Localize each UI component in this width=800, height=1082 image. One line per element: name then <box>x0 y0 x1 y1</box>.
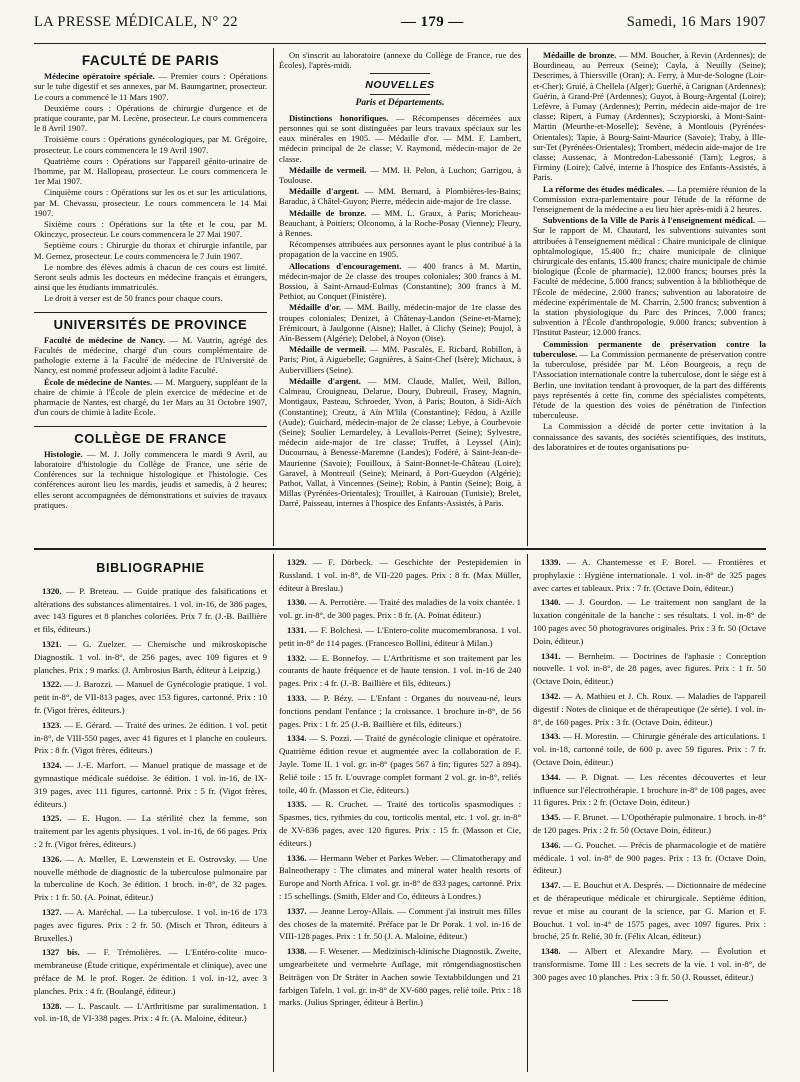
paragraph-lead: 1327 bis. <box>42 947 80 958</box>
faculte-body <box>34 71 267 303</box>
section-title-college: COLLÈGE DE FRANCE <box>34 426 267 444</box>
bibliography-entry: 1335. — R. Cruchet. — Traité des torticolis spasmodiques : Spasmes, tics, rythmies du cou, torticolis mental, etc. 1 vol. gr. in-8° de XV-836 pages, avec 120 figures. Prix : 15 fr. (Masson et Cie, éditeurs.) <box>279 799 521 848</box>
paragraph-lead: 1334. <box>287 733 307 744</box>
paragraph: Médaille de vermeil. — MM. H. Pelon, à Luchon; Garrigou, à Toulouse. <box>279 164 521 186</box>
paragraph-lead: Médaille d'argent. <box>289 186 360 197</box>
paragraph-lead: 1325. <box>42 813 62 824</box>
paragraph: Le nombre des élèves admis à chacun de ces cours est limité. Seront seuls admis les docteurs en médecine français et étrangers, ainsi que les étudiants immatriculés. <box>34 261 267 293</box>
bibliography-entry: 1330. — A. Perrotière. — Traité des maladies de la voix chantée. 1 vol. gr. in-8°, de 300 pages. Prix : 8 fr. (A. Poinat éditeur.) <box>279 597 521 621</box>
paragraph-lead: 1323. <box>42 719 62 730</box>
paragraph: Médaille d'or. — MM. Bailly, médecin-major de 1re classe des troupes coloniales; Denizet, à Châtenay-Landon (Seine-et-Marne); Frémicourt, à Jaulgonne (Aisne); Hallet, à Clichy (Seine); Poujol, à Aïn-Bessem (Algérie); Delobel, à Noyon (Oise). <box>279 302 521 344</box>
paragraph-lead: 1322. <box>42 679 62 690</box>
paragraph-lead: 1332. <box>287 652 307 663</box>
paragraph: Médaille de vermeil. — MM. Pascalès, E. Ricbard, Robillon, à Paris; Piot, à Aiguebelle; Gagnières, à Saint-Chef (Isère); Michaux, à Aubervilliers (Seine). <box>279 344 521 375</box>
paragraph-lead: Histologie. <box>44 448 83 459</box>
short-rule <box>370 94 430 95</box>
paragraph-lead: Distinctions honorifiques. <box>289 112 389 123</box>
column-rule <box>527 48 528 546</box>
paragraph-lead: 1333. <box>287 692 307 703</box>
paragraph-lead: 1343. <box>541 731 561 742</box>
section-subtitle: Paris et Départements. <box>355 97 445 108</box>
paragraph-lead: 1346. <box>541 839 561 850</box>
paragraph: Septième cours : Chirurgie du thorax et chirurgie infantile, par M. Gernez, prosecteur. Le cours commencera le 7 Juin 1907. <box>34 240 267 261</box>
bibliography-entry: 1327. — A. Maréchal. — La tuberculose. 1 vol. in-16 de 173 pages avec figures. Prix : 2 fr. 50. (Misch et Thron, éditeurs à Bruxelles.) <box>34 906 267 943</box>
bibliography-entry: 1320. — P. Breteau. — Guide pratique des falsifications et altérations des substances alimentaires. 1 vol. in-16, de 386 pages, avec 143 figures et 8 planches coloriées. Prix 7 fr. (J.-B. Baillière et fils, éditeurs.) <box>34 585 267 635</box>
paragraph: Subventions de la Ville de Paris à l'enseignement médical. — Sur le rapport de M. Chautard, les subventions suivantes sont attribuées à l'enseignement médical : Chaire municipale de clinique ophtalmologique, 15.400 fr.; chaire municipale de clinique chirurgicale des enfants, 15.400 francs; chaire municipale de chimie biologique (École de pharmacie), 12.000 francs; bourses près la Faculté de médecine, 5.000 francs; subvention à la bibliothèque de l'École de médecine, 2.000 francs; subvention au laboratoire de médecine expérimentale de M. Charrin, 2.500 francs; subvention à la station physiologique du Parc des Princes, 7.000 francs; subvention à l'École d'anthropologie, 9.000 francs; subvention à l'Institut Pasteur, 12.000 francs. <box>533 215 766 338</box>
bibliography-entry: 1323. — E. Gérard. — Traité des urines. 2e édition. 1 vol. petit in-8°, de VIII-550 pages, avec 41 figures et 1 planche en couleurs. Prix : 8 fr. (Vigot frères, éditeurs.) <box>34 719 267 756</box>
paragraph-lead: 1326. <box>42 853 62 864</box>
bibliography-column-1 <box>34 554 267 1074</box>
paragraph-lead: École de médecine de Nantes. <box>44 376 153 387</box>
bibliography-entry: 1342. — A. Mathieu et J. Ch. Roux. — Maladies de l'appareil digestif : Notes de clinique et de thérapeutique (2e série). 1 vol. in-8°, de 160 pages. Prix : 3 fr. (Octave Doin, éditeur.) <box>533 690 766 727</box>
top-column-1 <box>34 52 267 546</box>
bibliography-entry: 1346. — G. Pouchet. — Précis de pharmacologie et de matière médicale. 1 vol. in-8° de 900 pages. Prix : 13 fr. (Octave Doin, éditeur.) <box>533 839 766 876</box>
bibliography-entry: 1343. — H. Morestin. — Chirurgie générale des articulations. 1 vol. in-18, cartonné toile, de 600 p. avec 59 figures. Prix : 7 fr. (Octave Doin, éditeur.) <box>533 731 766 767</box>
bibliography-entry: 1331. — F. Bolchesi. — L'Entero-colite mucomembranosa. 1 vol. petit in-8° de 114 pages. (Francesco Bollini, éditeur à Milan.) <box>279 624 521 648</box>
paragraph-lead: 1337. <box>287 905 307 916</box>
paragraph: Le droit à verser est de 50 francs pour chaque cours. <box>44 293 223 304</box>
bibliography-entry: 1326. — A. Mœller, E. Lœwenstein et E. Ostrovsky. — Une nouvelle méthode de diagnostic de la tuberculose pulmonaire par la tuberculine de Koch. 3e édition. 1 broch. in-8°, de 32 pages. Prix : 1 fr. 50. (A. Poinat, éditeur.) <box>34 853 267 903</box>
paragraph: Faculté de médecine de Nancy. — M. Vautrin, agrégé des Facultés de médecine, chargé d'un cours complémentaire de pathologie externe à la Faculté de médecine de l'Université de Nancy, est nommé professeur adjoint à ladite Faculté. <box>34 334 267 376</box>
bibliography-entry: 1321. — G. Zuelzer. — Chemische und mikroskopische Diagnostik. 1 vol. in-8°, de 256 pages, avec 109 figures et 9 planches. Prix : 9 marks. (J. Ambrosius Barth, éditeur à Leipzig.) <box>34 638 267 675</box>
paragraph-lead: Médecine opératoire spéciale. <box>44 71 155 82</box>
bibliography-entry: 1338. — F. Wesener. — Medizinisch-klinische Diagnostik. Zweite, umgearbeitete und vermehrte Auflage, mit röntgendiagnostischen Beiträgen von Dr Sträter in Aachen sowie Textabbildungen und 21 farbigen Tafeln. 1 vol. gr. in-8° de XV-680 pages, relié toile. Prix : 18 marks. (Julius Springer, éditeur à Berlin.) <box>279 946 521 1008</box>
paragraph: Cinquième cours : Opérations sur les os et sur les articulations, par M. Chevassu, prosecteur. Le cours commencera le 14 Mai 1907. <box>34 187 267 218</box>
paragraph: Histologie. — M. J. Jolly commencera le mardi 9 Avril, au laboratoire d'histologie du Collège de France, une série de Conférences sur la technique histologique et l'histologie. Ces conférences auront lieu les mardis, jeudis et samedis, à 2 heures; elles seront accompagnées de démonstrations et suivies de travaux pratiques. <box>34 448 267 510</box>
bibliography-entry: 1334. — S. Pozzi. — Traité de gynécologie clinique et opératoire. Quatrième édition revue et augmentée avec la collaboration de F. Jayle. Tome II. 1 vol. gr. in-8° (pages 567 à fin; figures 527 à 894). Relié toile : 15 fr. L'ouvrage complet formant 2 vol. gr. in-8°, reliés toile, 40 fr. (Masson et Cie, éditeurs.) <box>279 733 521 795</box>
paragraph: Médecine opératoire spéciale. — Premier cours : Opérations sur le tube digestif et ses annexes, par M. Baumgartner, prosecteur. Le cours a commencé le 11 Mars 1907. <box>34 71 267 102</box>
bibliography-entry: 1341. — Bernheim. — Doctrines de l'aphasie : Conception nouvelle. 1 vol. in-8°, de 28 pages, avec figures. Prix : 1 fr. 50 (Octave Doin, éditeur.) <box>533 650 766 687</box>
paragraph-lead: Commission permanente de préservation contre la tuberculose. <box>533 338 766 359</box>
paragraph-lead: 1347. <box>541 880 561 891</box>
paragraph-lead: 1329. <box>287 557 307 567</box>
bibliography-entry: 1348. — Albert et Alexandre Mary. — Évolution et transformisme. Tome III : Les secrets de la vie. 1 vol. in-8°, de 300 pages avec 10 planches. Prix : 3 fr. 50 (J. Rousset, éditeur.) <box>533 946 766 982</box>
page-header <box>0 0 800 44</box>
bibliography-entry: 1344. — P. Dignat. — Les récentes découvertes et leur influence sur l'électrothérapie. 1 brochure in-8° de 108 pages, avec 11 figures. Prix : 2 fr. (Octave Doin, éditeur.) <box>533 771 766 808</box>
paragraph-lead: La réforme des études médicales. <box>543 183 665 194</box>
bibliography-entry: 1339. — A. Chantemesse et F. Borel. — Frontières et prophylaxie : Hygiène internationale. 1 vol. in-8° de 325 pages avec cartes et tableaux. Prix : 7 fr. (Octave Doin, éditeur.) <box>533 557 766 593</box>
section-divider <box>34 548 766 550</box>
bibliography-entry: 1340. — J. Gourdon. — Le traitement non sanglant de la luxation congénitale de la hanche : ses résultats. 1 vol. in-8° de 100 pages avec 50 photogravures originales. Prix : 3 fr. 50 (Octave Doin, éditeur.) <box>533 597 766 646</box>
paragraph-lead: Faculté de médecine de Nancy. <box>44 334 166 345</box>
top-column-2 <box>279 50 521 546</box>
bibliography-entry: 1327 bis. — F. Trémolières. — L'Entéro-colite muco-membraneuse (Étude critique, expérimentale et clinique), avec une préface de M. le prof. Roger. 2e édition. 1 vol. in-12, avec 3 planches. Prix : 4 fr. (Boulangé, éditeur.) <box>34 947 267 996</box>
column-rule <box>273 554 274 1072</box>
section-title-faculte: FACULTÉ DE PARIS <box>81 53 220 68</box>
paragraph-lead: 1321. <box>42 638 62 649</box>
top-column-3 <box>533 50 766 546</box>
paragraph-lead: 1330. <box>287 597 307 608</box>
paragraph: Médaille d'argent. — MM. Claude, Mallet, Weil, Billon, Calmeau, Crouigneau, Delarue, Doury, Dubreuil, Frasey, Magnin, Montigaux, Pasteau, Schroeder, Yvon, à Paris; Bouton, à Sidi-Aïch (Constantine); Creutz, à Aïn M'lila (Constantine); Fédou, à Azille (Aude); Guichard, médecin-major de 2e classe; Lebye, à Courbevoie (Seine); Soulier Lemardeley, à Levallois-Perret (Seine); Sylvestre, médecin aide-major de 1re classe; Truffet, à Leyssel (Ain); Ducournau, à Benesse-Maremne (Landes); Fodéré, à Saint-Jean-de-Maurienne (Savoie); Fouilloux, à Saint-Bonnet-le-Château (Loire); Garavel, à Montreuil (Seine); Meinard, à Port-Gueydon (Algérie); Pathot, Vallat, à Vincennes (Seine); Robin, à Pantin (Seine); Boig, à Millas (Pyrénées-Orientales); Trouillet, à Kairouan (Tunisie); Brelet, Darré, Paisseau, internes à l'hospice des Enfants-Assistés, à Paris. <box>279 375 521 509</box>
paragraph: Quatrième cours : Opérations sur l'appareil génito-urinaire de l'homme, par M. Hallopeau, prosecteur. Le cours commencera le 1er Mai 1907. <box>34 155 267 187</box>
paragraph-lead: 1345. <box>541 812 561 823</box>
paragraph: La réforme des études médicales. — La première réunion de la Commission extra-parlementaire pour l'étude de la réforme de l'enseignement de la médecine a eu lieu hier après-midi à 2 heures. <box>533 183 766 215</box>
page-number: — 179 — <box>400 13 464 30</box>
paragraph-lead: 1338. <box>287 946 307 957</box>
paragraph-lead: 1324. <box>42 760 62 771</box>
end-rule <box>632 1000 668 1001</box>
paragraph: Médaille de bronze. — MM. Boucher, à Revin (Ardennes); de Bourdineau, au Perreux (Seine); Cayla, à Neuilly (Seine); Descrimes, à Thiersville (Oran); A. Ferry, à Mur-de-Sologne (Loir-et-Cher); Gruié, à Chellela (Alger); Guerhé, à Carignan (Ardennes); Guérin, à Grand-Pré (Ardennes); Guyot, à Bourg-Argental (Loire); Lefèvre, à Fumay (Ardennes); Perrin, médecin aide-major de 1re classe; Ripert, à Fumay (Ardennes); Sczypiorski, à Mont-Saint-Martin (Meurthe-et-Moselle); Sevène, à Montlouis (Pyrénées-Orientales); Tapie, à Bourg-Saint-Maurice (Savoie); Traby, à Ille-sur-Tet (Pyrénées-Orientales); Trombert, médecin aide-major de 1re classe; Aussenac, à Montredon-Labessonié (Tarn); Legros, à Firminy (Loire); Calvé, interne à l'hospice des Enfants-Assistés, à Paris. <box>533 50 766 183</box>
bibliography-entry: 1336. — Hermann Weber et Parkes Weber. — Climatotherapy and Balneotherapy : The climates and mineral water health resorts of Europe and North Africa. 1 vol. gr. in-8° de 833 pages, cartonné. Prix : 15 schellings. (Smith, Elder and Co, éditeurs à Londres.) <box>279 852 521 901</box>
column-rule <box>527 554 528 1072</box>
paragraph: Commission permanente de préservation contre la tuberculose. — La Commission permanente de préservation contre la tuberculose, présidée par M. Léon Bourgeois, a reçu de l'Association internationale contre la tuberculose, dont le siège est à Berlin, une invitation tendant à provoquer, de la part des différents pays représentés à cette fin, comme des spécialistes compétents, l'étude de la question des voies de pénétration de l'infection tuberculeuse. <box>533 338 766 421</box>
paragraph-lead: 1335. <box>287 799 307 810</box>
column-rule <box>273 48 274 546</box>
bibliography-entry: 1332. — E. Bonnefoy. — L'Arthritisme et son traitement par les courants de haute fréquence et de haute tension. 1 vol. in-16 de 240 pages. Prix : 4 fr. (J.-B. Baillière et fils, éditeurs.) <box>279 652 521 689</box>
header-rule <box>34 43 766 44</box>
paragraph-lead: 1348. <box>541 946 561 957</box>
bibliography-entry: 1337. — Jeanne Leroy-Allais. — Comment j'ai instruit mes filles des choses de la maternité. Préface par le Dr Porak. 1 vol. in-16 de VIII-128 pages. Prix : 1 fr. 50 (J. A. Maloine, éditeur.) <box>279 905 521 942</box>
short-rule <box>370 73 430 74</box>
issue-date: Samedi, 16 Mars 1907 <box>626 13 766 30</box>
paragraph-lead: Médaille de vermeil. <box>289 164 367 175</box>
bibliography-entry: 1324. — J.-E. Marfort. — Manuel pratique de massage et de gymnastique médicale suédoise. 3e édition. 1 vol. in-16, de IX-319 pages, avec 111 figures, cartonné. Prix : 5 fr. (Vigot frères, éditeurs.) <box>34 760 267 809</box>
paragraph-lead: 1327. <box>42 906 62 917</box>
paragraph: Distinctions honorifiques. — Récompenses décernées aux personnes qui se sont distinguées par leurs travaux spéciaux sur les eaux minérales en 1905. — Médaille d'or. — MM. F. Lambert, médecin principal de 2e classe; V. Raymond, médecin-major de 2e classe. <box>279 112 521 164</box>
paragraph: Deuxième cours : Opérations de chirurgie d'urgence et de pratique courante, par M. Lecène, prosecteur. Le cours commencera le 8 Avril 1907. <box>34 102 267 134</box>
paragraph: Allocations d'encouragement. — 400 francs à M. Martin, médecin-major de 2e classe des troupes coloniales; 300 francs à M. Bossiou, à Saint-Arnaud-Eulmas (Constantine); 300 francs à M. Pethiot, au Conquet (Finistère). <box>279 260 521 302</box>
paragraph: Sixième cours : Opérations sur la tête et le cou, par M. Okinczyc, prosecteur. Le cours commencera le 27 Mai 1907. <box>34 219 267 240</box>
paragraph-lead: Subventions de la Ville de Paris à l'enseignement médical. <box>543 215 756 226</box>
section-title-universites: UNIVERSITÉS DE PROVINCE <box>34 312 267 330</box>
bibliography-entry: 1347. — E. Bouchut et A. Després. — Dictionnaire de médecine et de thérapeutique médicale et chirurgicale. Septième édition, revue et mise au courant de la science, par G. Marion et F. Bouchut. 1 vol. in-4° de 1575 pages, avec 1097 figures. Prix : broché, 25 fr. Relié, 30 fr. (Félix Alcan, éditeur.) <box>533 880 766 942</box>
section-title-bibliographie: BIBLIOGRAPHIE <box>96 561 205 575</box>
bibliography-entry: 1325. — E. Hugon. — La stérilité chez la femme, son traitement par les agents physiques. 1 vol. in-16, de 66 pages. Prix : 2 fr. (Vigot frères, éditeurs.) <box>34 813 267 849</box>
bibliography-column-3 <box>533 556 766 1074</box>
bibliography-entry: 1333. — P. Bézy. — L'Enfant : Organes du nouveau-né, leurs fonctions pendant l'enfance ; la croissance. 1 brochure in-8°, de 56 pages. Prix : 1 fr. 25 (J.-B. Baillière et fils, éditeurs.) <box>279 692 521 729</box>
paragraph: Médaille de bronze. — MM. L. Graux, à Paris; Moricheau-Beauchant, à Poitiers; Olconomo, à la Roche-Posay (Vienne); Fleury, à Rennes. <box>279 207 521 239</box>
bibliography-entry: 1345. — F. Brunet. — L'Opothérapie pulmonaire. 1 broch. in-8° de 120 pages. Prix : 2 fr. 50 (Octave Doin, éditeur.) <box>533 812 766 835</box>
paragraph-lead: Médaille de vermeil. <box>289 344 367 355</box>
paragraph-lead: 1331. <box>287 624 307 635</box>
paragraph-lead: 1339. <box>541 557 561 567</box>
paragraph-lead: 1340. <box>541 597 561 608</box>
journal-title: LA PRESSE MÉDICALE, N° 22 <box>34 13 238 30</box>
paragraph-lead: 1328. <box>42 1000 62 1011</box>
bibliography-column-2 <box>279 556 521 1074</box>
section-title-nouvelles: NOUVELLES <box>365 79 435 92</box>
paragraph-lead: 1341. <box>541 650 561 661</box>
paragraph-lead: Médaille d'argent. <box>289 375 361 386</box>
paragraph-lead: 1336. <box>287 852 307 863</box>
bibliography-entry: 1329. — F. Dörbeck. — Geschichte der Pestepidemien in Russland. 1 vol. in-8°, de VII-220 pages. Prix : 8 fr. (Max Müller, éditeur à Breslau.) <box>279 557 521 593</box>
paragraph-lead: Médaille de bronze. <box>289 207 367 218</box>
paragraph: Troisième cours : Opérations gynécologiques, par M. Grégoire, prosecteur. Le cours commencera le 19 Avril 1907. <box>34 134 267 155</box>
paragraph-lead: Médaille d'or. <box>289 302 341 313</box>
paragraph: Médaille d'argent. — MM. Bernard, à Plombières-les-Bains; Baraduc, à Châtel-Guyon; Pierre, médecin aide-major de 1re classe. <box>279 186 521 207</box>
paragraph: Récompenses attribuées aux personnes ayant le plus contribué à la propagation de la vaccine en 1905. <box>279 239 521 260</box>
bibliography-entry: 1322. — J. Barozzi. — Manuel de Gynécologie pratique. 1 vol. petit in-8°, de VII-813 pages, avec 153 figures, cartonné. Prix : 10 fr. (Vigot frères, éditeurs.) <box>34 679 267 715</box>
paragraph-lead: 1342. <box>541 690 561 701</box>
paragraph-lead: 1320. <box>42 585 62 596</box>
paragraph: La Commission a décidé de porter cette invitation à la connaissance des savants, des sociétés scientifiques, des instituts, des laboratoires et de toutes organisations pu- <box>533 421 766 452</box>
paragraph-lead: Allocations d'encouragement. <box>289 260 402 271</box>
paragraph-lead: 1344. <box>541 771 561 782</box>
bibliography-entry: 1328. — L. Pascault. — L'Arthritisme par suralimentation. 1 vol. in-18, de VI-338 pages. Prix : 4 fr. (A. Maloine, éditeur.) <box>34 1000 267 1024</box>
paragraph: École de médecine de Nantes. — M. Marguery, suppléant de la chaire de chimie à l'École de plein exercice de médecine et de pharmacie de Nantes, est chargé, du 1er Mars au 31 Octobre 1907, d'un cours de chimie à ladite École. <box>34 376 267 418</box>
paragraph-lead: Médaille de bronze. <box>543 50 617 60</box>
paragraph: On s'inscrit au laboratoire (annexe du Collège de France, rue des Écoles), l'après-midi. <box>279 50 521 71</box>
